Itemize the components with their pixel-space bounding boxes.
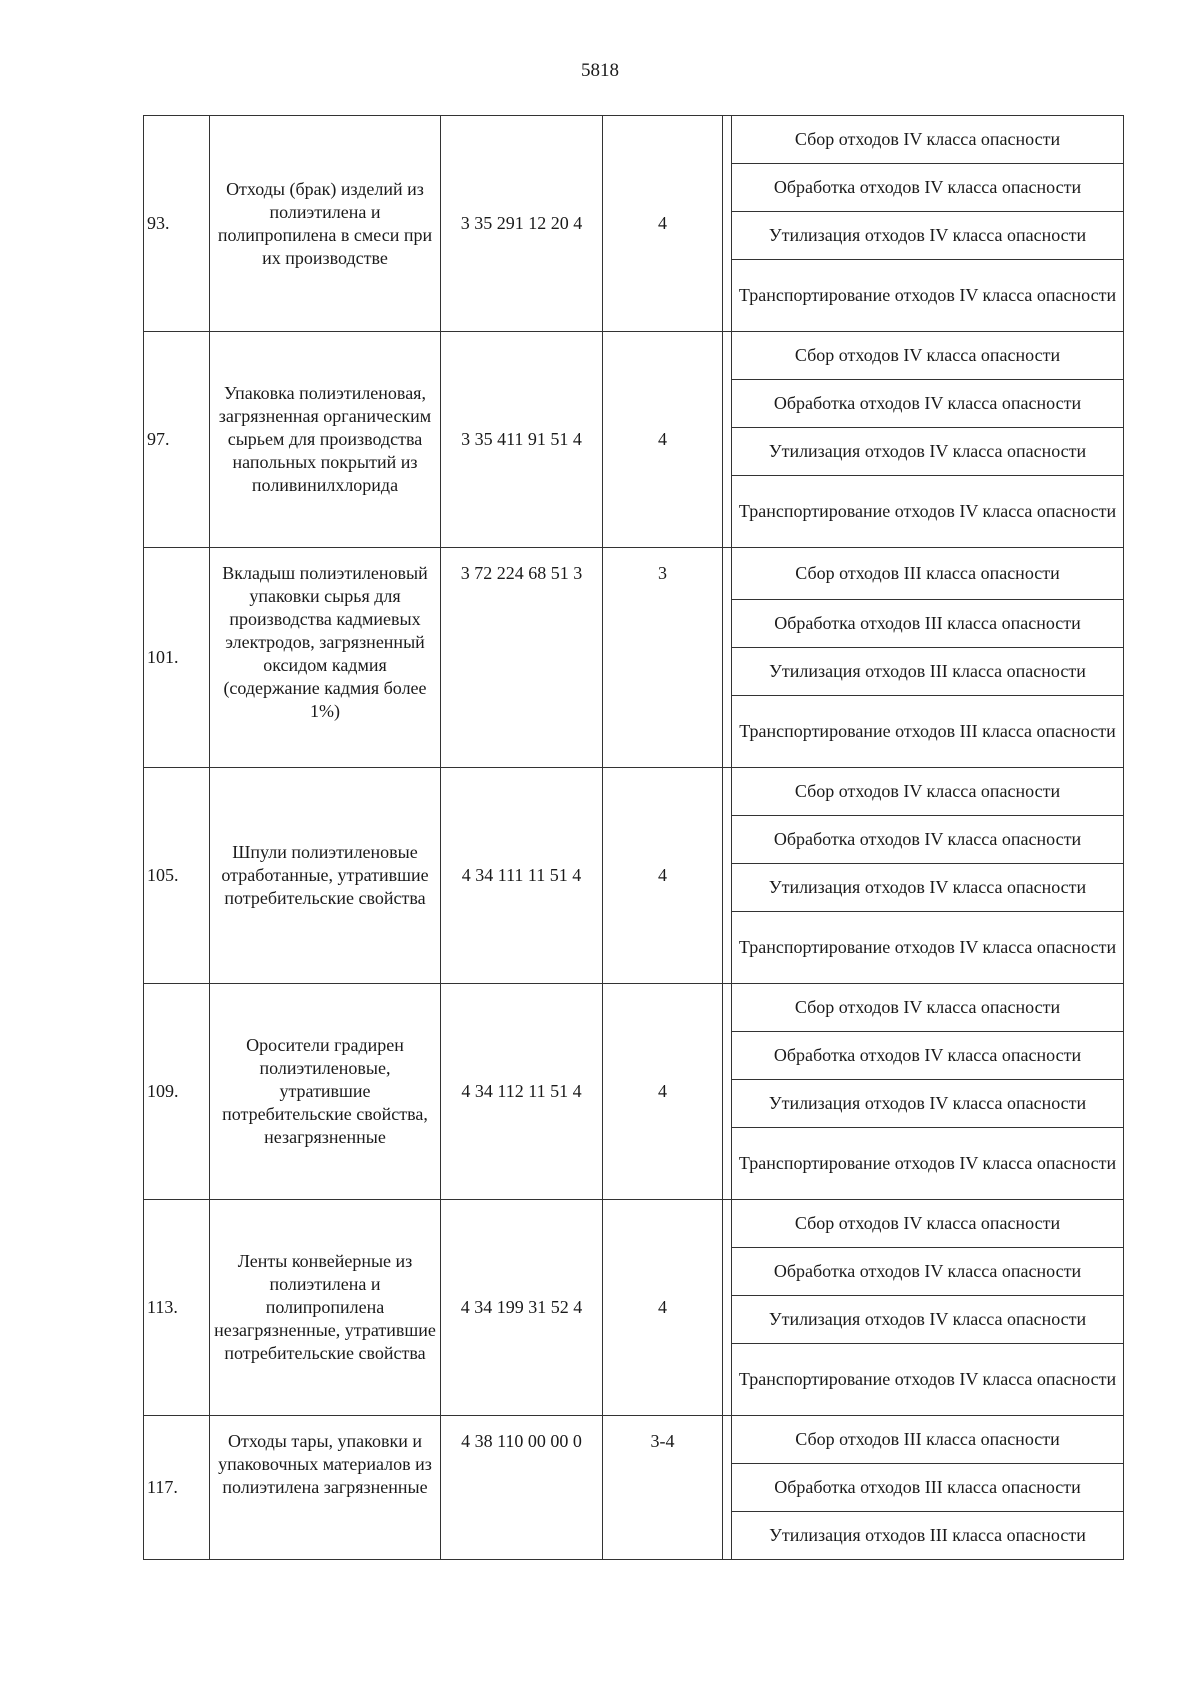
- activity-cell: Транспортирование отходов III класса опасности: [732, 696, 1124, 768]
- waste-code: 4 34 199 31 52 4: [441, 1200, 603, 1416]
- hazard-class: 4: [603, 1200, 723, 1416]
- hazard-class: 4: [603, 984, 723, 1200]
- activity-cell: Обработка отходов III класса опасности: [732, 1464, 1124, 1512]
- waste-code: 4 34 112 11 51 4: [441, 984, 603, 1200]
- gap-cell: [723, 1416, 732, 1560]
- activity-cell: Транспортирование отходов IV класса опасности: [732, 1344, 1124, 1416]
- gap-cell: [723, 332, 732, 548]
- activity-cell: Транспортирование отходов IV класса опасности: [732, 1128, 1124, 1200]
- activity-cell: Сбор отходов IV класса опасности: [732, 1200, 1124, 1248]
- waste-name: Вкладыш полиэтиленовый упаковки сырья для производства кадмиевых электродов, загрязненный оксидом кадмия (содержание кадмия более 1%): [210, 548, 441, 768]
- gap-cell: [723, 1200, 732, 1416]
- activity-cell: Утилизация отходов IV класса опасности: [732, 428, 1124, 476]
- activity-cell: Обработка отходов IV класса опасности: [732, 380, 1124, 428]
- activity-cell: Утилизация отходов IV класса опасности: [732, 1296, 1124, 1344]
- activity-cell: Утилизация отходов IV класса опасности: [732, 1080, 1124, 1128]
- waste-name: Упаковка полиэтиленовая, загрязненная органическим сырьем для производства напольных покрытий из поливинилхлорида: [210, 332, 441, 548]
- activity-cell: Сбор отходов III класса опасности: [732, 548, 1124, 600]
- row-number: 101.: [144, 548, 210, 768]
- activity-cell: Обработка отходов IV класса опасности: [732, 164, 1124, 212]
- activity-cell: Утилизация отходов III класса опасности: [732, 1512, 1124, 1560]
- row-number: 117.: [144, 1416, 210, 1560]
- waste-code: 4 34 111 11 51 4: [441, 768, 603, 984]
- waste-code: 3 72 224 68 51 3: [441, 548, 603, 768]
- row-number: 109.: [144, 984, 210, 1200]
- waste-code: 3 35 411 91 51 4: [441, 332, 603, 548]
- gap-cell: [723, 116, 732, 332]
- row-number: 105.: [144, 768, 210, 984]
- activity-cell: Сбор отходов IV класса опасности: [732, 116, 1124, 164]
- activity-cell: Обработка отходов IV класса опасности: [732, 1032, 1124, 1080]
- activity-cell: Утилизация отходов IV класса опасности: [732, 212, 1124, 260]
- page-number: 5818: [581, 60, 619, 81]
- hazard-class: 3-4: [603, 1416, 723, 1560]
- hazard-class: 3: [603, 548, 723, 768]
- activity-cell: Обработка отходов IV класса опасности: [732, 1248, 1124, 1296]
- waste-name: Отходы (брак) изделий из полиэтилена и полипропилена в смеси при их производстве: [210, 116, 441, 332]
- activity-cell: Транспортирование отходов IV класса опасности: [732, 912, 1124, 984]
- waste-name: Ленты конвейерные из полиэтилена и полипропилена незагрязненные, утратившие потребительские свойства: [210, 1200, 441, 1416]
- waste-name: Шпули полиэтиленовые отработанные, утратившие потребительские свойства: [210, 768, 441, 984]
- hazard-class: 4: [603, 116, 723, 332]
- row-number: 97.: [144, 332, 210, 548]
- waste-name: Оросители градирен полиэтиленовые, утратившие потребительские свойства, незагрязненные: [210, 984, 441, 1200]
- hazard-class: 4: [603, 332, 723, 548]
- activity-cell: Утилизация отходов III класса опасности: [732, 648, 1124, 696]
- waste-table: [143, 115, 1124, 1560]
- waste-code: 4 38 110 00 00 0: [441, 1416, 603, 1560]
- activity-cell: Транспортирование отходов IV класса опасности: [732, 260, 1124, 332]
- waste-name: Отходы тары, упаковки и упаковочных материалов из полиэтилена загрязненные: [210, 1416, 441, 1560]
- activity-cell: Сбор отходов III класса опасности: [732, 1416, 1124, 1464]
- gap-cell: [723, 984, 732, 1200]
- waste-code: 3 35 291 12 20 4: [441, 116, 603, 332]
- activity-cell: Обработка отходов IV класса опасности: [732, 816, 1124, 864]
- activity-cell: Сбор отходов IV класса опасности: [732, 768, 1124, 816]
- gap-cell: [723, 548, 732, 768]
- gap-cell: [723, 768, 732, 984]
- row-number: 113.: [144, 1200, 210, 1416]
- row-number: 93.: [144, 116, 210, 332]
- activity-cell: Транспортирование отходов IV класса опасности: [732, 476, 1124, 548]
- activity-cell: Сбор отходов IV класса опасности: [732, 984, 1124, 1032]
- activity-cell: Сбор отходов IV класса опасности: [732, 332, 1124, 380]
- activity-cell: Утилизация отходов IV класса опасности: [732, 864, 1124, 912]
- activity-cell: Обработка отходов III класса опасности: [732, 600, 1124, 648]
- hazard-class: 4: [603, 768, 723, 984]
